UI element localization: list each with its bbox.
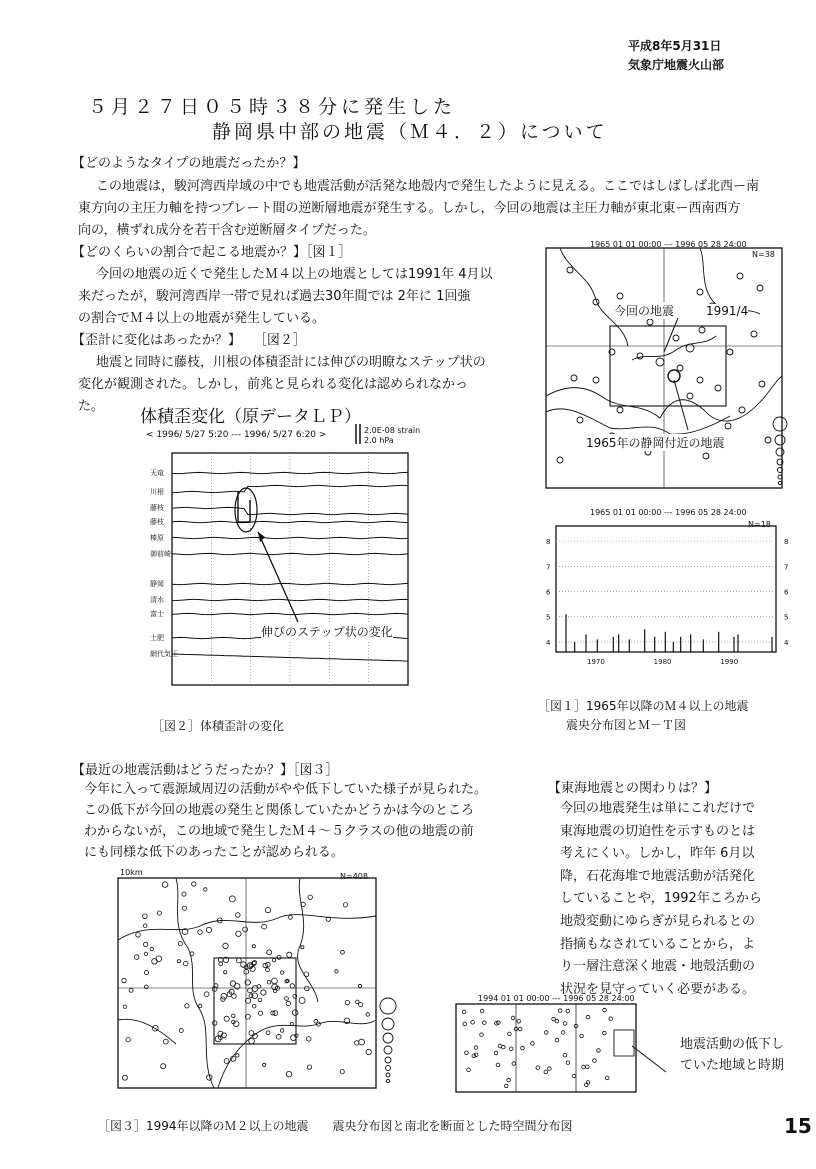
fig2-station-label: 御前崎 [150,550,171,558]
title-line1: ５月２７日０５時３８分に発生した [88,96,457,118]
fig1-annotation-1965: 1965年の静岡付近の地震 [586,436,725,450]
fig3-caption: ［図３］1994年以降のＭ２以上の地震 震央分布図と南北を断面とした時空間分布図 [98,1119,573,1133]
fig1-mt-ytick: 5 [546,613,551,622]
section5-line2: 東海地震の切迫性を示すものとは [560,823,756,839]
fig3-space-time-dot [603,1008,607,1012]
fig3-space-time-dot [467,1068,471,1072]
section1-line1: この地震は，駿河湾西岸域の中でも地震活動が活発な地殻内で発生したように見える。ここではしばしば北西ー南 [96,179,760,194]
fig3-space-time-dot [566,1009,570,1013]
section2-heading: 【どのくらいの割合で起こる地震か？】［図１］ [72,245,352,260]
fig3-space-time-dot [508,1032,512,1036]
fig3-space-time-dot [561,1031,565,1035]
section1-heading: 【どのようなタイプの地震だったか？】 [72,156,306,171]
issuing-organization: 気象庁地震火山部 [628,58,725,72]
fig3-space-time-dot [586,1015,590,1019]
section4-line1: 今年に入って震源域周辺の活動がやや低下していた様子が見られた。 [84,782,488,797]
fig3-space-time-dot [555,1019,559,1023]
section4-line4: にも同様な低下のあったことが認められる。 [84,845,344,860]
fig2-title: 体積歪変化（原データＬＰ） [140,407,361,427]
fig1-mt-ytick: 4 [546,638,551,647]
fig3-space-time-dot [593,1059,597,1063]
fig3-map-scale: 10km [120,868,143,877]
section5-line3: 考えにくい。しかし，昨年 6月以 [560,846,755,862]
section4-heading: 【最近の地震活動はどうだったか？】［図３］ [72,763,339,778]
fig2-station-label: 藤枝 [150,518,164,526]
section5-line4: 降，石花海堆で地震活動が活発化 [560,868,756,884]
issue-date: 平成8年5月31日 [628,39,722,53]
fig3-space-time-dot [536,1066,540,1070]
fig3-space-time-dot [511,1016,515,1020]
section5-line8: り一層注意深く地震・地殻活動の [560,959,756,975]
fig1-mt-xtick: 1970 [587,658,605,666]
fig3-space-time-dot [548,1067,552,1071]
fig3-space-time-dot [566,1061,570,1065]
fig3-space-time-dot [544,1031,548,1035]
fig3-space-time-dot [509,1047,513,1051]
section5-heading: 【東海地震との関わりは？】 [548,781,718,796]
section4-line2: この低下が今回の地震の発生と関係していたかどうかは今のところ [84,803,475,818]
fig3-space-time-dot [555,1038,559,1042]
fig3-annotation-line2: ていた地域と時期 [680,1054,784,1073]
fig3-space-time-dot [462,1010,466,1014]
fig3-space-time-dot [609,1017,613,1021]
fig2-station-label: 静岡 [150,580,164,588]
fig1-mt-xtick: 1990 [720,658,739,666]
fig3-space-time-dot [483,1021,487,1025]
section2-line1: 今回の地震の近くで発生したＭ４以上の地震としては1991年 4月以 [96,267,493,282]
fig3-space-time-dot [465,1051,469,1055]
title-line2: 静岡県中部の地震（Ｍ４．２）について [212,121,608,143]
fig1-mt-ytick: 6 [546,588,551,597]
section5-line6: 地殻変動にゆらぎが見られるとの [560,914,756,929]
fig3-space-time-dot [494,1051,498,1055]
fig1-map-n: N=38 [752,250,775,259]
fig3-space-time-dot [544,1070,548,1074]
fig3-annotation-leader [632,1046,666,1072]
fig2-station-label: 川根 [150,488,164,496]
fig3-space-time-dot [531,1042,535,1046]
fig1-annotation-1991: 1991/4 [706,304,749,318]
fig3-space-time-dot [572,1074,576,1078]
fig1-mt-ytick: 7 [546,563,551,572]
fig1-mt-ytick-right: 6 [784,588,789,597]
fig1-caption-line2: 震央分布図とＭ－Ｔ図 [566,718,687,732]
fig2-caption: ［図２］体積歪計の変化 [152,719,285,733]
page-number: 15 [784,1114,812,1138]
section4-line3: わからないが，この地域で発生したＭ４～５クラスの他の地震の前 [84,824,474,839]
fig3-space-time-dot [480,1033,484,1037]
fig3-space-time-dot [502,1045,506,1049]
fig3-space-time-dot [563,1053,567,1057]
fig3-space-time-dot [582,1065,586,1069]
section3-heading: 【歪計に変化はあったか？】 ［図２］ [72,333,306,348]
fig3-space-time-dot [471,1021,475,1025]
fig3-space-time-dot [480,1009,484,1013]
fig2-station-label: 網代気圧 [150,650,178,658]
fig3-space-time-dot [603,1031,607,1035]
fig3-space-time-dot [563,1022,567,1026]
fig3-space-time-dot [518,1027,522,1031]
fig1-mt-ytick-right: 5 [784,613,789,622]
fig3-space-time-dot [496,1063,500,1067]
fig2-station-label: 富士 [150,610,164,618]
fig3-space-time-dot [597,1049,601,1053]
section5-line5: していることや，1992年ころから [560,891,762,907]
section3-line2: 変化が観測された。しかし，前兆と見られる変化は認められなかっ [78,377,469,392]
section1-line3: 向の，横ずれ成分を若干含む逆断層タイプだった。 [78,223,376,238]
section5-line9: 状況を見守っていく必要がある。 [560,981,756,997]
section2-line3: の割合でＭ４以上の地震が発生している。 [78,311,326,326]
section3-line1: 地震と同時に藤枝，川根の体積歪計には伸びの明瞭なステップ状の [96,355,486,370]
fig3-space-time-dot [580,1034,584,1038]
fig3-st-range: 1994 01 01 00:00 --- 1996 05 28 24:00 [478,994,635,1003]
fig3-space-time-dot [504,1084,508,1088]
fig3-space-time-dot [558,1009,562,1013]
fig2-station-label: 清水 [150,596,164,604]
fig1-mt-range: 1965 01 01 00:00 --- 1996 05 28 24:00 [590,508,747,517]
fig3-space-time-dot [463,1022,467,1026]
fig1-mt-xtick: 1980 [653,658,672,666]
fig3-map-n: N=408 [340,872,368,881]
fig3-space-time-dot [517,1020,521,1024]
fig1-mt-ytick-right: 4 [784,638,789,647]
fig3-space-time-dot [507,1078,511,1082]
fig1-mt-n: N=18 [748,520,771,529]
fig2-annotation: 伸びのステップ状の変化 [261,625,393,639]
section5-line1: 今回の地震発生は単にこれだけで [560,801,756,816]
fig2-station-label: 土肥 [150,634,164,642]
fig3-space-time-dot [474,1046,478,1050]
fig1-mt-ytick-right: 8 [784,538,789,547]
section5-line7: 指摘もなされていることから，よ [560,936,756,952]
section1-line2: 東方向の主圧力軸を持つプレート間の逆断層地震が発生する。しかし，今回の地震は主圧力軸が東北東ー西南西方 [78,201,741,216]
section2-line2: 来だったが，駿河湾西岸一帯で見れば過去30年間では 2年に 1回強 [78,289,471,304]
fig3-space-time-dot [521,1046,525,1050]
fig2-station-label: 天竜 [150,469,164,477]
fig2-range: < 1996/ 5/27 5:20 --- 1996/ 5/27 6:20 > [146,430,327,440]
section3-line3: た。 [78,399,105,414]
fig2-station-label: 藤枝 [150,504,164,512]
fig1-map-range: 1965 01 01 00:00 --- 1996 05 28 24:00 [590,240,747,249]
fig3-space-time-dot [512,1062,516,1066]
fig2-scale-hpa: 2.0 hPa [364,436,394,445]
fig3-low-activity-box [614,1030,634,1056]
fig1-mt-ytick-right: 7 [784,563,789,572]
fig2-scale-strain: 2.0E-08 strain [364,426,421,435]
fig3-space-time-dot [586,1065,590,1069]
fig1-mt-ytick: 8 [546,538,551,547]
fig1-annotation-recent: 今回の地震 [614,304,675,318]
fig3-space-time-dot [605,1076,609,1080]
fig2-station-label: 榛原 [150,534,164,542]
fig1-caption-line1: ［図１］1965年以降のＭ４以上の地震 [538,699,749,713]
fig3-annotation-line1: 地震活動の低下し [680,1033,784,1052]
